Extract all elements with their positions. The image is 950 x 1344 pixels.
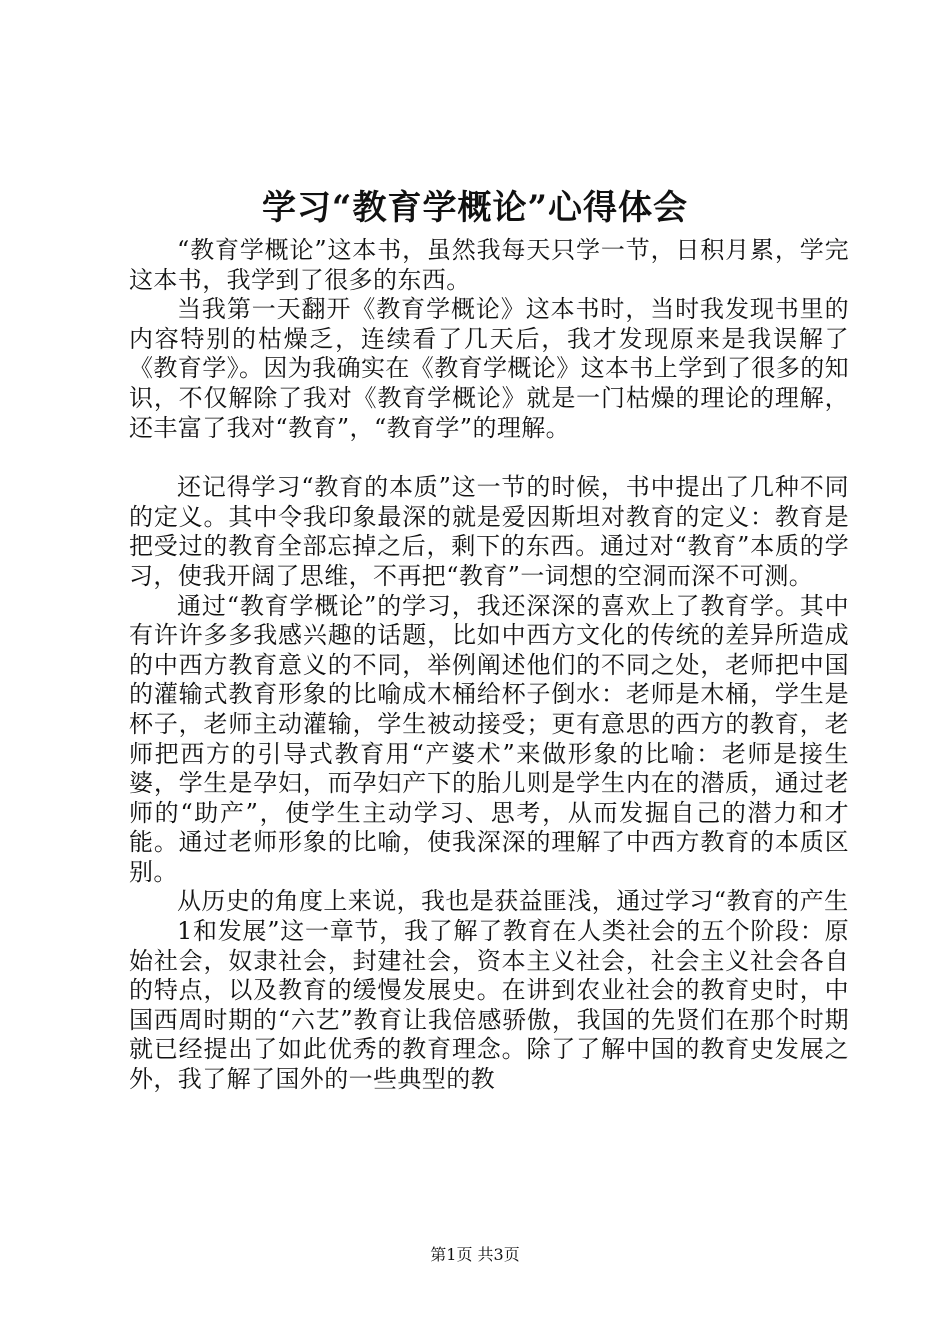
paragraph: “教育学概论”这本书，虽然我每天只学一节，日积月累，学完这本书，我学到了很多的东西。	[129, 236, 849, 294]
paragraph: 1和发展”这一章节，我了解了教育在人类社会的五个阶段：原始社会，奴隶社会，封建社会，资本主义社会，社会主义社会各自的特点，以及教育的缓慢发展史。在讲到农业社会的教育史时，中国西周时期的“六艺”教育让我倍感骄傲，我国的先贤们在那个时期就已经提出了如此优秀的教育理念。除了了解中国的教育史发展之外，我了解了国外的一些典型的教	[129, 917, 849, 1094]
document-title: 学习“教育学概论”心得体会	[261, 188, 689, 228]
paragraph: 通过“教育学概论”的学习，我还深深的喜欢上了教育学。其中有许许多多我感兴趣的话题，比如中西方文化的传统的差异所造成的中西方教育意义的不同，举例阐述他们的不同之处，老师把中国的灌输式教育形象的比喻成木桶给杯子倒水：老师是木桶，学生是杯子，老师主动灌输，学生被动接受；更有意思的西方的教育，老师把西方的引导式教育用“产婆术”来做形象的比喻：老师是接生婆，学生是孕妇，而孕妇产下的胎儿则是学生内在的潜质，通过老师的“助产”，使学生主动学习、思考，从而发掘自己的潜力和才能。通过老师形象的比喻，使我深深的理解了中西方教育的本质区别。	[129, 591, 849, 886]
paragraph: 当我第一天翻开《教育学概论》这本书时，当时我发现书里的内容特别的枯燥乏，连续看了几天后，我才发现原来是我误解了《教育学》。因为我确实在《教育学概论》这本书上学到了很多的知识，不仅解除了我对《教育学概论》就是一门枯燥的理论的理解，还丰富了我对“教育”，“教育学”的理解。	[129, 295, 849, 442]
page-footer: 第1页 共3页	[430, 1245, 520, 1264]
paragraph: 还记得学习“教育的本质”这一节的时候，书中提出了几种不同的定义。其中令我印象最深的就是爱因斯坦对教育的定义：教育是把受过的教育全部忘掉之后，剩下的东西。通过对“教育”本质的学习，使我开阔了思维，不再把“教育”一词想的空洞而深不可测。	[129, 473, 849, 590]
document-body	[129, 236, 849, 1095]
paragraph: 从历史的角度上来说，我也是获益匪浅，通过学习“教育的产生	[177, 887, 849, 916]
